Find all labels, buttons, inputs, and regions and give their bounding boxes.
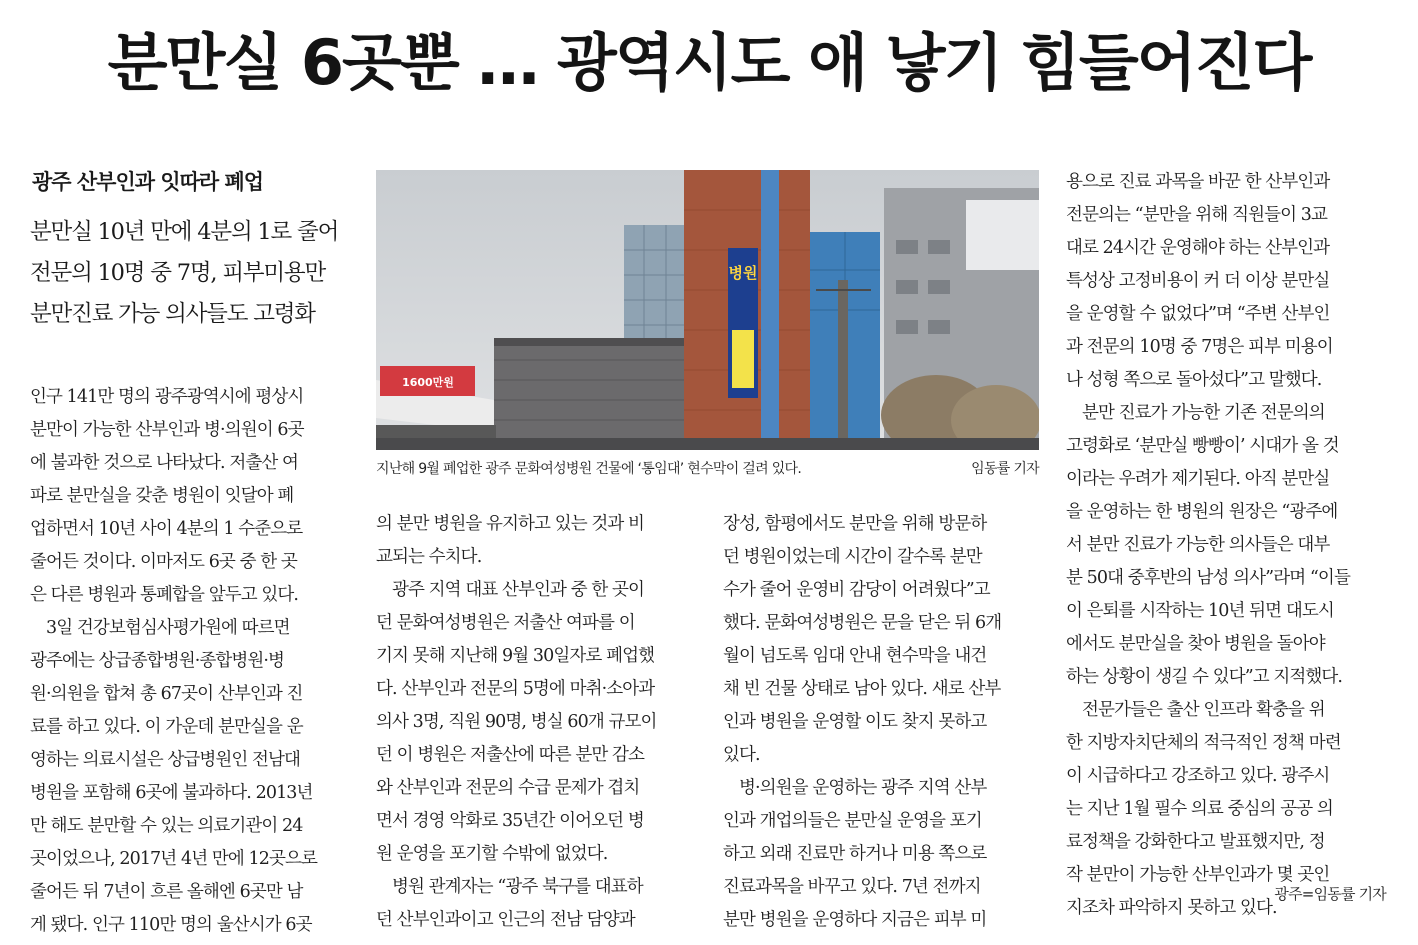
article-line: 서 분만 진료가 가능한 의사들은 대부 (1066, 535, 1330, 555)
deck-line: 분만진료 가능 의사들도 고령화 (30, 301, 315, 327)
news-photo (376, 170, 1039, 450)
article-line: 와 산부인과 전문의 수급 문제가 겹치 (376, 778, 640, 798)
article-line: 분만 진료가 가능한 기존 전문의의 (1082, 403, 1325, 423)
article-line: 던 이 병원은 저출산에 따른 분만 감소 (376, 745, 645, 765)
article-line: 고령화로 ‘분만실 빵빵이’ 시대가 올 것 (1066, 436, 1339, 456)
article-line: 교되는 수치다. (376, 547, 482, 567)
article-line: 채 빈 건물 상태로 남아 있다. 새로 산부 (723, 679, 1001, 699)
article-line: 인구 141만 명의 광주광역시에 평상시 (30, 387, 304, 407)
article-line: 3일 건강보험심사평가원에 따르면 (46, 618, 290, 638)
article-line: 을 운영할 수 없었다”며 “주변 산부인 (1066, 304, 1330, 324)
article-column-1 (30, 381, 352, 942)
article-line: 분만 병원을 운영하다 지금은 피부 미 (723, 910, 987, 930)
article-column-3 (723, 508, 1045, 937)
hospital-building-photo (376, 170, 1039, 450)
byline: 광주=임동률 기자 (1274, 885, 1386, 903)
hospital-sign: 병원 (728, 264, 758, 282)
article-line: 의 분만 병원을 유지하고 있는 것과 비 (376, 514, 645, 534)
article-line: 에 불과한 것으로 나타났다. 저출산 여 (30, 453, 299, 473)
article-line: 줄어든 뒤 7년이 흐른 올해엔 6곳만 남 (30, 882, 303, 902)
article-line: 분 50대 중후반의 남성 의사”라며 “이들 (1066, 568, 1350, 588)
deck-line: 전문의 10명 중 7명, 피부미용만 (30, 260, 325, 286)
article-column-4 (1066, 166, 1388, 925)
article-line: 원·의원을 합쳐 총 67곳이 산부인과 진 (30, 684, 303, 704)
article-line: 전문의는 “분만을 위해 직원들이 3교 (1066, 205, 1328, 225)
street-banner: 1600만원 (402, 376, 454, 389)
article-line: 했다. 문화여성병원은 문을 닫은 뒤 6개 (723, 613, 1002, 633)
headline: 분만실 6곳뿐 … 광역시도 애 낳기 힘들어진다 (107, 26, 1311, 99)
article-line: 면서 경영 악화로 35년간 이어오던 병 (376, 811, 644, 831)
article-line: 은 다른 병원과 통폐합을 앞두고 있다. (30, 585, 299, 605)
kicker: 광주 산부인과 잇따라 폐업 (32, 170, 264, 194)
article-line: 병원 관계자는 “광주 북구를 대표하 (392, 877, 643, 897)
article-line: 던 병원이었는데 시간이 갈수록 분만 (723, 547, 982, 567)
article-line: 이라는 우려가 제기된다. 아직 분만실 (1066, 469, 1330, 489)
caption-text: 지난해 9월 폐업한 광주 문화여성병원 건물에 ‘통임대’ 현수막이 걸려 있다. (376, 461, 802, 477)
article-line: 인과 병원을 운영할 이도 찾지 못하고 (723, 712, 987, 732)
article-line: 광주에는 상급종합병원·종합병원·병 (30, 651, 285, 671)
article-line: 영하는 의료시설은 상급병원인 전남대 (30, 750, 301, 770)
article-line: 있다. (723, 745, 760, 765)
article-line: 의사 3명, 직원 90명, 병실 60개 규모이 (376, 712, 657, 732)
photo-caption (376, 458, 1039, 480)
article-line: 기지 못해 지난해 9월 30일자로 폐업했 (376, 646, 655, 666)
article-line: 하는 상황이 생길 수 있다”고 지적했다. (1066, 667, 1343, 687)
deck (30, 212, 360, 335)
article-line: 는 지난 1월 필수 의료 중심의 공공 의 (1066, 799, 1333, 819)
article-line: 수가 줄어 운영비 감당이 어려웠다”고 (723, 580, 990, 600)
article-line: 병·의원을 운영하는 광주 지역 산부 (739, 778, 987, 798)
article-line: 원 운영을 포기할 수밖에 없었다. (376, 844, 608, 864)
article-line: 에서도 분만실을 찾아 병원을 돌아야 (1066, 634, 1325, 654)
article-line: 지조차 파악하지 못하고 있다. (1066, 898, 1277, 918)
article-line: 하고 외래 진료만 하거나 미용 쪽으로 (723, 844, 987, 864)
article-line: 분만이 가능한 산부인과 병·의원이 6곳 (30, 420, 304, 440)
article-line: 용으로 진료 과목을 바꾼 한 산부인과 (1066, 172, 1330, 192)
article-line: 던 산부인과이고 인근의 전남 담양과 (376, 910, 635, 930)
article-line: 한 지방자치단체의 적극적인 정책 마련 (1066, 733, 1341, 753)
article-line: 병원을 포함해 6곳에 불과하다. 2013년 (30, 783, 313, 803)
article-line: 특성상 고정비용이 커 더 이상 분만실 (1066, 271, 1330, 291)
article-line: 이 시급하다고 강조하고 있다. 광주시 (1066, 766, 1330, 786)
article-line: 과 전문의 10명 중 7명은 피부 미용이 (1066, 337, 1333, 357)
photo-credit: 임동률 기자 (971, 461, 1039, 477)
article-line: 던 문화여성병원은 저출산 여파를 이 (376, 613, 635, 633)
article-column-2 (376, 508, 698, 937)
article-line: 파로 분만실을 갖춘 병원이 잇달아 폐 (30, 486, 294, 506)
article-line: 업하면서 10년 사이 4분의 1 수준으로 (30, 519, 303, 539)
article-line: 월이 넘도록 임대 안내 현수막을 내건 (723, 646, 987, 666)
article-line: 만 해도 분만할 수 있는 의료기관이 24 (30, 816, 303, 836)
article-line: 이 은퇴를 시작하는 10년 뒤면 대도시 (1066, 601, 1334, 621)
article-line: 다. 산부인과 전문의 5명에 마취·소아과 (376, 679, 655, 699)
article-line: 을 운영하는 한 병원의 원장은 “광주에 (1066, 502, 1338, 522)
article-line: 료정책을 강화한다고 발표했지만, 정 (1066, 832, 1325, 852)
article-line: 작 분만이 가능한 산부인과가 몇 곳인 (1066, 865, 1330, 885)
article-line: 대로 24시간 운영해야 하는 산부인과 (1066, 238, 1330, 258)
article-line: 곳이었으나, 2017년 4년 만에 12곳으로 (30, 849, 318, 869)
article-line: 장성, 함평에서도 분만을 위해 방문하 (723, 514, 987, 534)
deck-line: 분만실 10년 만에 4분의 1로 줄어 (30, 219, 339, 245)
article-line: 광주 지역 대표 산부인과 중 한 곳이 (392, 580, 645, 600)
article-line: 나 성형 쪽으로 돌아섰다”고 말했다. (1066, 370, 1322, 390)
article-line: 진료과목을 바꾸고 있다. 7년 전까지 (723, 877, 981, 897)
article-line: 전문가들은 출산 인프라 확충을 위 (1082, 700, 1325, 720)
article-line: 게 됐다. 인구 110만 명의 울산시가 6곳 (30, 915, 312, 935)
article-line: 료를 하고 있다. 이 가운데 분만실을 운 (30, 717, 303, 737)
article-line: 줄어든 것이다. 이마저도 6곳 중 한 곳 (30, 552, 297, 572)
article-line: 인과 개업의들은 분만실 운영을 포기 (723, 811, 982, 831)
